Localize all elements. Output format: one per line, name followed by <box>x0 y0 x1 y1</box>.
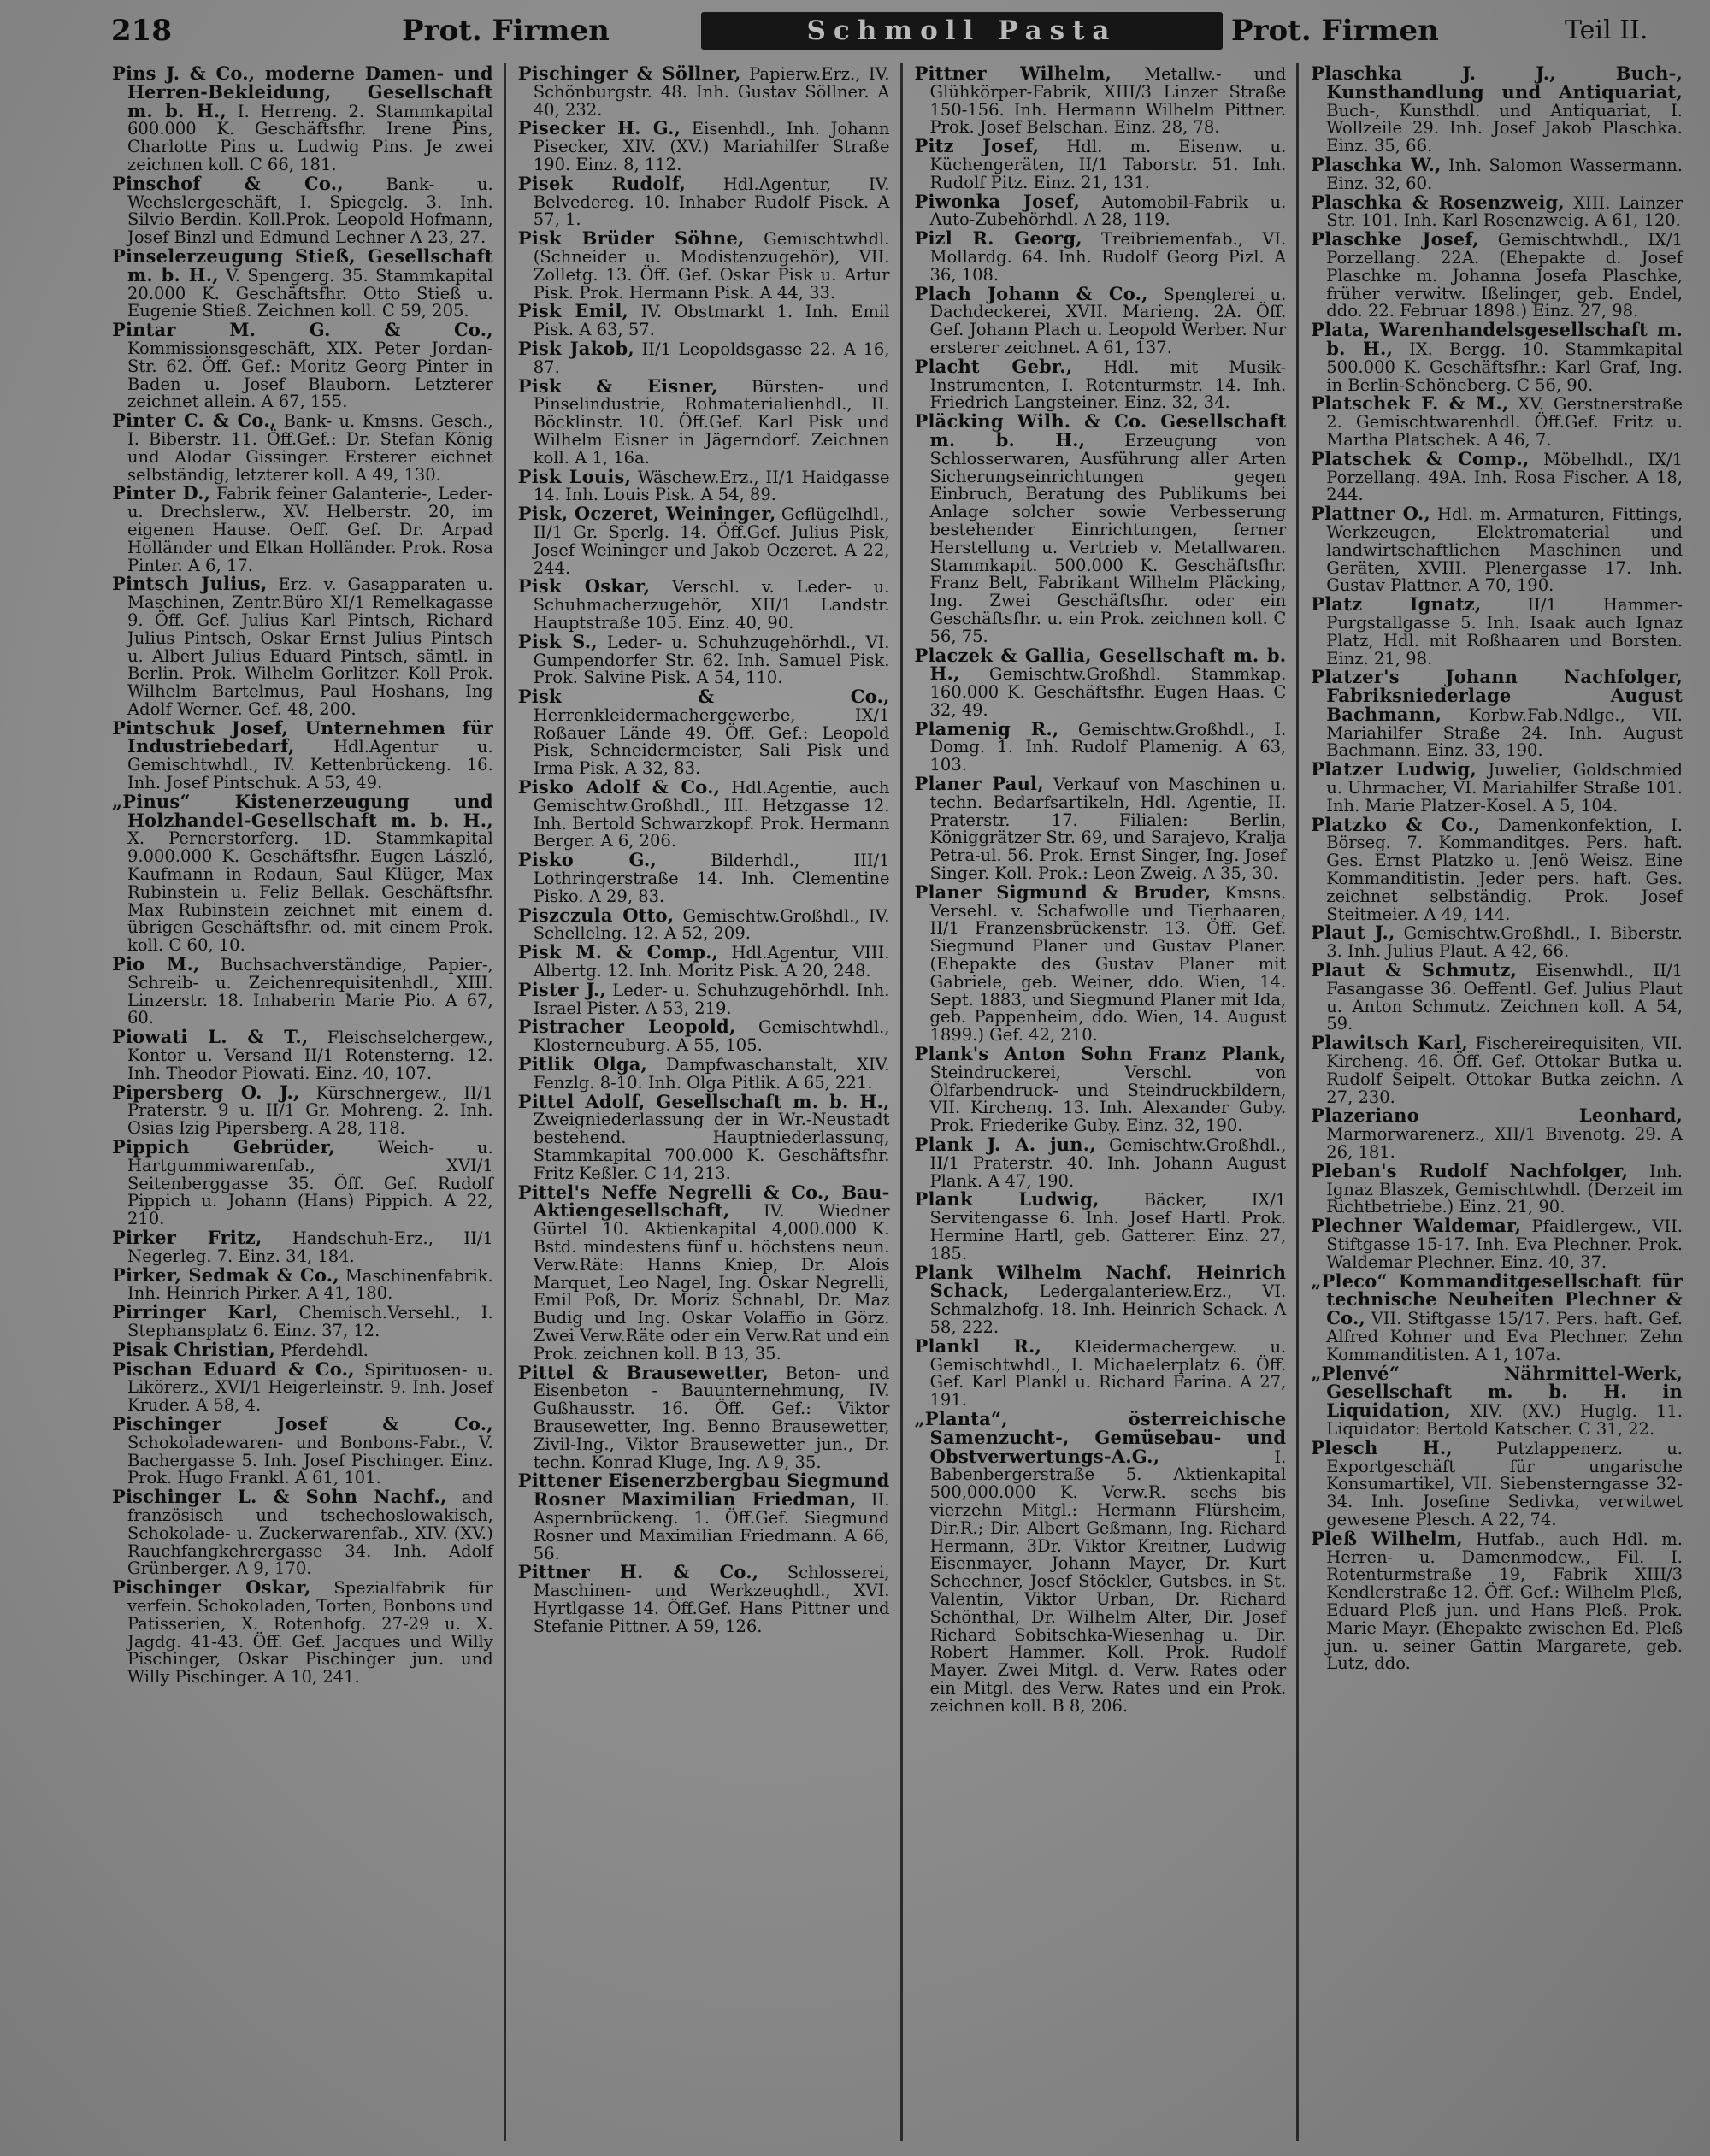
entry-firm-name: Plaschka W., <box>1311 153 1442 175</box>
part-label: Teil II. <box>1565 15 1648 45</box>
entry-details: Hdl. m. Armaturen, Fittings, Werkzeugen, Elektromaterial und landwirtschaftlichen Maschinen und Geräten, XVIII. Plenergasse 17. Inh. Gustav Plattner. A 70, 190. <box>1326 504 1683 596</box>
entry-details: Leder- u. Schuhzugehörhdl., VI. Gumpendorfer Str. 62. Inh. Samuel Pisk. Prok. Salvine Pisk. A 54, 110. <box>533 632 890 688</box>
directory-entry <box>1311 191 1683 231</box>
entry-firm-name: Platschek & Comp., <box>1311 447 1530 469</box>
entry-firm-name: Pleban's Rudolf Nachfolger, <box>1311 1159 1629 1181</box>
directory-entry <box>112 1136 493 1229</box>
entry-firm-name: Plazeriano Leonhard, <box>1311 1105 1683 1127</box>
directory-entry <box>1311 1159 1683 1217</box>
entry-firm-name: Planer Sigmund & Bruder, <box>914 881 1212 903</box>
entry-firm-name: Platz Ignatz, <box>1311 593 1482 616</box>
page-header <box>111 7 1684 55</box>
directory-entry <box>517 1053 890 1093</box>
directory-entry <box>112 790 493 956</box>
entry-details: IV. Wiedner Gürtel 10. Aktienkapital 4,000.000 K. Bstd. mindestens fünf u. höchstens neun. Verw.Räte: Hanns Kniep, Dr. Alois Marquet, Leo Nagel, Ing. Oskar Negrelli, Emil Poß, Dr. Moriz Schnabl, Dr. Maz Budig und Ing. Oskar Volaffio in Görz. Zwei Verw.Räte oder ein Verw.Rat und ein Prok. zeichnen koll. B 13, 35. <box>533 1201 890 1364</box>
directory-entry <box>1311 959 1683 1034</box>
entry-details: Fischereirequisiten, VII. Kircheng. 46. Öff. Gef. Ottokar Butka u. Rudolf Seipelt. Ottokar Butka zeichn. A 27, 230. <box>1326 1034 1683 1107</box>
entry-details: Spezialfabrik für verfein. Schokoladen, Torten, Bonbons und Patisserien, X. Rotenhofg. 27-29 u. X. Jagdg. 41-43. Öff. Gef. Jacques und Willy Pischinger, Oskar Pischinger jun. und Willy Pischinger. A 10, 241. <box>127 1578 493 1688</box>
directory-entry <box>517 1361 890 1472</box>
entry-details: XIV. (XV.) Huglg. 11. Liquidator: Bertold Katscher. C 31, 22. <box>1326 1401 1683 1439</box>
entry-details: Möbelhdl., IX/1 Porzellang. 49A. Inh. Rosa Fischer. A 18, 244. <box>1326 449 1683 505</box>
directory-entry <box>517 337 890 377</box>
entry-firm-name: Piwonka Josef, <box>914 190 1081 212</box>
directory-entry <box>1311 758 1683 816</box>
entry-details: Hdl.Agentur, VIII. Albertg. 12. Inh. Moritz Pisk. A 20, 248. <box>533 943 890 981</box>
column-2 <box>504 63 900 2141</box>
directory-entry <box>914 135 1287 192</box>
directory-entry <box>517 1090 890 1183</box>
entry-firm-name: Plesch H., <box>1311 1436 1453 1458</box>
directory-entry <box>1311 228 1683 321</box>
entry-firm-name: Pirker Fritz, <box>112 1227 262 1248</box>
entry-details: Bank- u. Wechslergeschäft, I. Spiegelg. 3. Inh. Silvio Berdin. Koll.Prok. Leopold Hofmann, Josef Binzl und Edmund Lechner A 23, 27. <box>127 174 493 248</box>
entry-firm-name: Pins J. & Co., moderne Damen- und Herren-Bekleidung, Gesellschaft m. b. H., <box>112 63 493 121</box>
directory-entry <box>517 630 890 688</box>
directory-entry <box>1311 1269 1683 1364</box>
column-4 <box>1296 63 1693 2141</box>
directory-entry <box>112 1028 493 1082</box>
directory-entry <box>1311 153 1683 193</box>
directory-entry <box>517 374 890 468</box>
entry-details: VII. Stiftgasse 15/17. Pers. haft. Gef. Alfred Kohner und Eva Plechner. Zehn Kommanditisten. A 1, 107a. <box>1326 1309 1683 1364</box>
entry-details: I. Babenbergerstraße 5. Aktienkapital 500,000.000 K. Verw.R. sechs bis vierzehn Mitgl.: Hermann Flürsheim, Dir.R.; Dir. Albert Geßmann, Ing. Richard Hermann, 3Dr. Viktor Kreitner, Ludwig Eisenmayer, Johann Mayer, Dr. Kurt Schechner, Josef Stöckler, Gutsbes. in St. Valentin, Viktor Urban, Dr. Richard Schönthal, Dr. Wilhelm Alter, Dir. Josef Richard Sobitschka-Wiesenhag u. Dir. Robert Hammer. Koll. Prok. Rudolf Mayer. Zwei Mitgl. d. Verw. Rates oder ein Mitgl. des Verw. Rates und ein Prok. zeichnen koll. B 8, 206. <box>929 1446 1287 1716</box>
entry-details: Schokoladewaren- und Bonbons-Fabr., V. Bachergasse 5. Inh. Josef Pischinger. Einz. Prok. Hugo Frankl. A 61, 101. <box>127 1432 493 1488</box>
entry-details: Metallw.- und Glühkörper-Fabrik, XIII/3 Linzer Straße 150-156. Inh. Hermann Wilhelm Pittner. Prok. Josef Belschan. Einz. 28, 78. <box>929 64 1287 138</box>
entry-firm-name: Pisk Oskar, <box>517 575 651 598</box>
entry-details: Bäcker, IX/1 Servitengasse 6. Inh. Josef Hartl. Prok. Hermine Hartl, geb. Gatterer. Einz. 27, 185. <box>929 1190 1287 1264</box>
entry-details: X. Pernerstorferg. 1D. Stammkapital 9.000.000 K. Geschäftsfhr. Eugen László, Kaufmann in Rodaun, Saul Klüger, Max Rubinstein u. Feliz Bellak. Geschäftsfhr. Max Rubinstein zeichnet mit einem d. übrigen Geschäftsfhr. od. mit einem Prok. koll. C 60, 10. <box>127 828 493 956</box>
entry-details: IV. Obstmarkt 1. Inh. Emil Pisk. A 63, 57. <box>533 302 890 340</box>
entry-details: Kmsns. Versehl. v. Schafwolle und Tierhaaren, II/1 Franzensbrückenstr. 13. Öff. Gef. Siegmund Planer und Gustav Planer. (Ehepakte des Gustav Planer mit Gabriele, geb. Weiner, ddo. Wien, 14. Sept. 1883, und Siegmund Planer mit Ida, geb. Pappenheim, ddo. Wien, 14. August 1899.) Gef. 42, 210. <box>929 882 1287 1046</box>
entry-firm-name: Pizl R. Georg, <box>914 227 1082 250</box>
directory-entry <box>1311 447 1683 505</box>
directory-entry <box>914 190 1287 230</box>
entry-firm-name: Plank Wilhelm Nachf. Heinrich Schack, <box>914 1261 1287 1302</box>
directory-entry <box>1311 593 1683 669</box>
directory-entry <box>915 1136 1287 1190</box>
directory-entry <box>518 688 890 778</box>
entry-firm-name: Platschek F. & M., <box>1311 392 1509 415</box>
directory-entry <box>517 776 890 851</box>
entry-details: Eisenhdl., Inh. Johann Pisecker, XIV. (XV.) Mariahilfer Straße 190. Einz. 8, 112. <box>533 119 890 174</box>
entry-details: Pfaidlergew., VII. Stiftgasse 15-17. Inh. Eva Plechner. Prok. Waldemar Plechner. Einz. 40, 37. <box>1326 1216 1683 1272</box>
entry-firm-name: Piowati L. & T., <box>112 1026 309 1048</box>
column-3 <box>900 63 1297 2141</box>
directory-entry <box>112 321 493 411</box>
directory-entry <box>112 244 493 321</box>
entry-details: Hdl.Agentie, auch Gemischtw.Großhdl., III. Hetzgasse 12. Inh. Bertold Schwarzkopf. Prok. Hermann Berger. A 6, 206. <box>533 778 890 851</box>
entry-details: II. Aspernbrückeng. 1. Öff.Gef. Siegmund Rosner und Maximilian Friedmann. A 66, 56. <box>533 1490 890 1564</box>
directory-entry <box>1311 1436 1683 1529</box>
entry-details: Chemisch.Versehl., I. Stephansplatz 6. Einz. 37, 12. <box>127 1303 493 1340</box>
entry-details: Wäschew.Erz., II/1 Haidgasse 14. Inh. Louis Pisk. A 54, 89. <box>533 467 890 505</box>
entry-details: Gemischtwhdl., IX/1 Porzellang. 22A. (Ehepakte d. Josef Plaschke m. Johanna Josefa Plaschke, früher verwitw. Ißelinger, geb. Endel, ddo. 22. Februar 1898.) Einz. 27, 98. <box>1326 230 1683 321</box>
entry-details: Gemischtw.Großhdl., I. Biberstr. 3. Inh. Julius Plaut. A 42, 66. <box>1326 923 1683 962</box>
entry-details: Hutfab., auch Hdl. m. Herren- u. Damenmodew., Fil. I. Rotenturmstraße 19, Fabrik XIII/3 Kendlerstraße 12. Öff. Gef.: Wilhelm Pleß, Eduard Pleß jun. und Hans Pleß. Prok. Marie Mayr. (Ehepakte zwischen Ed. Pleß jun. u. seiner Gattin Margarete, geb. Lutz, ddo. <box>1326 1529 1683 1674</box>
entry-details: Weich- u. Hartgummiwarenfab., XVI/1 Seitenberggasse 35. Öff. Gef. Rudolf Pippich u. Johann (Hans) Pippich. A 22, 210. <box>127 1138 493 1229</box>
directory-entry <box>517 575 890 633</box>
entry-details: Bank- u. Kmsns. Gesch., I. Biberstr. 11. Öff.Gef.: Dr. Stefan König und Alodar Gissinger. Ersterer eichnet selbständig, letzterer koll. A 49, 130. <box>127 411 493 485</box>
entry-firm-name: Pinschof & Co., <box>112 172 344 194</box>
directory-entry <box>112 716 493 793</box>
directory-entry <box>517 465 890 505</box>
entry-firm-name: Pisak Christian, <box>112 1338 275 1360</box>
directory-entry <box>517 227 890 303</box>
directory-entry <box>914 1261 1287 1337</box>
directory-entry <box>1311 392 1683 450</box>
entry-firm-name: Pischinger & Söllner, <box>517 63 741 84</box>
entry-details: IX. Bergg. 10. Stammkapital 500.000 K. Geschäftsfhr.: Karl Graf, Ing. in Berlin-Schöneberg. C 56, 90. <box>1326 339 1683 395</box>
directory-entry <box>112 1081 493 1139</box>
directory-entry <box>517 300 890 340</box>
entry-details: Pferdehdl. <box>274 1340 369 1360</box>
entry-details: Hdl.Agentur u. Gemischtwhdl., IV. Kettenbrückeng. 16. Inh. Josef Pintschuk. A 53, 49. <box>127 737 493 793</box>
directory-entry <box>517 1181 890 1364</box>
entry-firm-name: Plaut & Schmutz, <box>1311 959 1518 981</box>
entry-firm-name: Pitz Josef, <box>914 135 1040 157</box>
entry-firm-name: Pisk & Eisner, <box>517 374 718 397</box>
entry-details: II/1 Hammer-Purgstallgasse 5. Inh. Isaak auch Ignaz Platz, Hdl. mit Roßhaaren und Borsten. Einz. 21, 98. <box>1326 595 1683 669</box>
directory-entry <box>1311 321 1683 394</box>
entry-firm-name: Pisk & Co., <box>517 686 890 708</box>
entry-firm-name: Pisk Louis, <box>517 465 632 487</box>
entry-details: Verkauf von Maschinen u. techn. Bedarfsartikeln, Hdl. Agentie, II. Praterstr. 17. Filialen: Berlin, Königgrätzer Str. 69, und Sarajevo, Kralja Petra-ul. 56. Prok. Ernst Singer, Ing. Josef Singer. Koll. Prok.: Leon Zweig. A 35, 30. <box>929 775 1287 884</box>
entry-firm-name: Pisk Jakob, <box>517 337 634 359</box>
entry-details: Erz. v. Gasapparaten u. Maschinen, Zentr.Büro XI/1 Remelkagasse 9. Öff. Gef. Julius Karl Pintsch, Richard Julius Pintsch, Oskar Ernst Julius Pintsch u. Albert Julius Eduard Pintsch, sämtl. in Berlin. Prok. Wilhelm Gorlitzer. Koll Prok. Wilhelm Bartelmus, Paul Hoshans, Ing Adolf Werner. Gef. 48, 200. <box>127 574 493 719</box>
entry-details: XIII. Lainzer Str. 101. Inh. Karl Rosenzweig. A 61, 120. <box>1326 192 1683 231</box>
directory-entry <box>112 1412 493 1488</box>
entry-details: Spenglerei u. Dachdeckerei, XVII. Marieng. 2A. Öff. Gef. Johann Plach u. Leopold Werber. Nur ersterer zeichnet. A 61, 137. <box>929 284 1287 357</box>
entry-details: Herrenkleidermachergewerbe, IX/1 Roßauer Lände 49. Öff. Gef.: Leopold Pisk, Schneidermeister, Sali Pisk und Irma Pisk. A 32, 83. <box>533 704 890 779</box>
page-number: 218 <box>111 14 172 48</box>
entry-details: Fleischselchergew., Kontor u. Versand II/1 Rotensterng. 12. Inh. Theodor Piowati. Einz. 40, 107. <box>127 1028 493 1083</box>
entry-details: Erzeugung von Schlosserwaren, Ausführung aller Arten Sicherungseinrichtungen gegen Einbruch, Beratung des Publikums bei Anlage solcher sowie Verbesserung bestehender Einrichtungen, ferner Herstellung u. Vertrieb v. Metallwaren. Stammkapit. 500.000 K. Geschäftsfhr. Franz Belt, Fabrikant Wilhelm Pläcking, Ing. Zwei Geschäftsfhr. oder ein Geschäftsfhr. u. ein Prok. zeichnen koll. C 56, 75. <box>929 430 1287 646</box>
entry-firm-name: Platzer's Johann Nachfolger, Fabriksniederlage August Bachmann, <box>1311 666 1683 725</box>
entry-details: Eisenwhdl., II/1 Fasangasse 36. Oeffentl. Gef. Julius Plaut u. Anton Schmutz. Zeichnen koll. A 54, 59. <box>1326 961 1683 1034</box>
entry-details: Putzlappenerz. u. Exportgeschäft für ungarische Konsumartikel, VII. Siebensterngasse 32-34. Inh. Josefine Sedivka, verwitwet gewesene Plesch. A 22, 74. <box>1326 1438 1683 1529</box>
entry-firm-name: „Planta“, österreichische Samenzucht-, Gemüsebau- und Obstverwertungs-A.G., <box>914 1407 1287 1467</box>
entry-firm-name: Pinter D., <box>112 482 211 504</box>
directory-entry <box>1311 813 1683 924</box>
entry-firm-name: Pischinger Josef & Co., <box>112 1412 493 1434</box>
entry-firm-name: Pleß Wilhelm, <box>1311 1527 1463 1549</box>
directory-entry <box>112 953 493 1028</box>
entry-firm-name: Pitlik Olga, <box>517 1053 648 1075</box>
entry-firm-name: Plank Ludwig, <box>914 1188 1100 1211</box>
directory-entry <box>1311 924 1683 961</box>
running-title-right: Prot. Firmen <box>1231 14 1439 48</box>
entry-firm-name: Plattner O., <box>1311 503 1430 525</box>
directory-entry <box>1311 505 1683 595</box>
directory-entry <box>914 355 1287 413</box>
entry-firm-name: Pittener Eisenerzbergbau Siegmund Rosner Maximilian Friedman, <box>517 1470 890 1511</box>
entry-firm-name: Plata, Warenhandelsgesellschaft m. b. H., <box>1311 319 1683 359</box>
running-title-center-banner: Schmoll Pasta <box>701 12 1223 50</box>
directory-entry <box>112 1301 493 1340</box>
entry-details: Leder- u. Schuhzugehörhdl. Inh. Israel Pister. A 53, 219. <box>533 980 890 1018</box>
entry-details: Buch-, Kunsthdl. und Antiquariat, I. Wollzeile 29. Inh. Josef Jakob Plaschka. Einz. 35, 66. <box>1326 100 1683 156</box>
directory-entry <box>517 904 890 944</box>
running-title-left: Prot. Firmen <box>402 14 610 48</box>
entry-firm-name: Pippich Gebrüder, <box>112 1136 335 1158</box>
directory-entry <box>914 1188 1287 1264</box>
entry-firm-name: Pistracher Leopold, <box>517 1016 736 1038</box>
entry-firm-name: Pisk Brüder Söhne, <box>517 227 745 250</box>
entry-firm-name: Pirker, Sedmak & Co., <box>112 1264 339 1286</box>
entry-firm-name: Pittner Wilhelm, <box>914 63 1112 84</box>
directory-entry <box>112 1229 493 1266</box>
entry-firm-name: Pipersberg O. J., <box>112 1081 300 1103</box>
directory-entry <box>112 409 493 485</box>
entry-firm-name: Pischinger Oskar, <box>112 1576 311 1599</box>
directory-entry <box>914 282 1287 357</box>
entry-details: Gemischtw.Großhdl. Stammkap. 160.000 K. Geschäftsfhr. Eugen Haas. C 32, 49. <box>929 664 1287 720</box>
entry-details: Gemischtwhdl. (Schneider u. Modistenzugehör), VII. Zolletg. 13. Öff. Gef. Oskar Pisk u. Artur Pisk. Prok. Hermann Pisk. A 44, 33. <box>533 229 890 303</box>
entry-details: Fabrik feiner Galanterie-, Leder- u. Drechslerw., XV. Helberstr. 20, im eigenen Hause. Oeff. Gef. Dr. Arpad Holländer und Elkan Holländer. Prok. Rosa Pinter. A 6, 17. <box>127 484 493 575</box>
entry-details: Maschinenfabrik. Inh. Heinrich Pirker. A 41, 180. <box>127 1265 493 1304</box>
entry-details: Kleidermachergew. u. Gemischtwhdl., I. Michaelerplatz 6. Öff. Gef. Karl Plankl u. Richard Farina. A 27, 191. <box>929 1336 1287 1411</box>
entry-details: Automobil-Fabrik u. Auto-Zubehörhdl. A 28, 119. <box>929 191 1287 230</box>
entry-details: I. Herreng. 2. Stammkapital 600.000 K. Geschäftsfhr. Irene Pins, Charlotte Pins u. Ludwig Pins. Je zwei zeichnen koll. C 66, 181. <box>127 101 493 174</box>
entry-firm-name: Pinter C. & Co., <box>112 409 277 432</box>
entry-firm-name: Pinselerzeugung Stieß, Gesellschaft m. b. H., <box>112 244 493 286</box>
entry-details: Buchsachverständige, Papier-, Schreib- u. Zeichenrequisitenhdl., XIII. Linzerstr. 18. Inhaberin Marie Pio. A 67, 60. <box>127 955 493 1028</box>
entry-firm-name: Pittel & Brausewetter, <box>517 1361 770 1383</box>
entry-firm-name: Plaschke Josef, <box>1311 228 1479 250</box>
entry-details: Hdl.Agentur, IV. Belvedereg. 10. Inhaber Rudolf Pisek. A 57, 1. <box>533 174 890 230</box>
directory-entry <box>112 172 493 248</box>
entry-firm-name: Platzer Ludwig, <box>1311 758 1477 781</box>
directory-entry <box>914 1043 1287 1136</box>
entry-firm-name: Pläcking Wilh. & Co. Gesellschaft m. b. H., <box>914 410 1287 451</box>
directory-entry <box>518 1472 890 1563</box>
entry-details: Ledergalanteriew.Erz., VI. Schmalzhofg. 18. Inh. Heinrich Schack. A 58, 222. <box>929 1281 1287 1337</box>
entry-firm-name: „Pinus“ Kistenerzeugung und Holzhandel-Gesellschaft m. b. H., <box>112 790 493 831</box>
directory-entry <box>1311 1362 1683 1439</box>
directory-entry <box>1311 666 1683 761</box>
entry-details: Dampfwaschanstalt, XIV. Fenzlg. 8-10. Inh. Olga Pitlik. A 65, 221. <box>533 1055 890 1093</box>
entry-details: Steindruckerei, Verschl. von Ölfarbendruck- und Steindruckbildern, VII. Kircheng. 13. Inh. Alexander Guby. Prok. Friederike Guby. Einz. 32, 190. <box>929 1062 1287 1136</box>
entry-firm-name: Plank J. A. jun., <box>914 1134 1096 1156</box>
directory-entry <box>112 482 493 575</box>
entry-details: Zweigniederlassung der in Wr.-Neustadt bestehend. Hauptniederlassung, Stammkapital 700.000 K. Geschäftsfhr. Fritz Keßler. C 14, 213. <box>533 1110 890 1183</box>
entry-details: Hdl. mit Musik-Instrumenten, I. Rotenturmstr. 14. Inh. Friedrich Langsteiner. Einz. 32, 34. <box>929 356 1287 413</box>
entry-firm-name: Pischinger L. & Sohn Nachf., <box>112 1486 447 1508</box>
entry-firm-name: Plaschka J. J., Buch-, Kunsthandlung und Antiquariat, <box>1311 63 1683 103</box>
entry-details: and französisch und tschechoslowakisch, Schokolade- u. Zuckerwarenfab., XIV. (XV.) Rauchfangkehrergasse 34. Inh. Adolf Grünberger. A 9, 170. <box>127 1487 493 1579</box>
entry-details: Kürschnergew., II/1 Praterstr. 9 u. II/1 Gr. Mohreng. 2. Inh. Osias Izig Pipersberg. A 28, 118. <box>127 1082 493 1139</box>
entry-details: Beton- und Eisenbeton - Bauunternehmung, IV. Gußhausstr. 16. Öff. Gef.: Viktor Brausewetter, Ing. Benno Brausewetter, Zivil-Ing., Viktor Brausewetter jun., Dr. techn. Konrad Kluge, Ing. A 9, 35. <box>533 1363 890 1472</box>
directory-entry <box>914 644 1287 720</box>
entry-firm-name: Pisk Emil, <box>517 300 629 322</box>
entry-details: Kommissionsgeschäft, XIX. Peter Jordan-Str. 62. Öff. Gef.: Moritz Georg Pinter in Baden u. Josef Blauborn. Letzterer zeichnet allein. A 67, 155. <box>127 338 493 412</box>
entry-firm-name: Plank's Anton Sohn Franz Plank, <box>914 1043 1287 1065</box>
entry-details: Bürsten- und Pinselindustrie, Rohmaterialienhdl., II. Böcklinstr. 10. Öff.Gef. Karl Pisk und Wilhelm Eisner in Jägerndorf. Zeichnen koll. A 1, 16a. <box>533 376 890 468</box>
directory-entry <box>914 1407 1287 1716</box>
entry-firm-name: Plamenig R., <box>914 717 1059 739</box>
entry-firm-name: Plaschka & Rosenzweig, <box>1311 191 1565 213</box>
entry-details: II/1 Leopoldsgasse 22. A 16, 87. <box>533 339 890 377</box>
directory-entry <box>112 1264 493 1304</box>
entry-firm-name: Pisek Rudolf, <box>517 172 687 194</box>
entry-details: Gemischtw.Großhdl., IV. Schellelng. 12. A 52, 209. <box>533 905 890 944</box>
entry-firm-name: Pintsch Julius, <box>112 573 268 595</box>
entry-firm-name: Placzek & Gallia, Gesellschaft m. b. H., <box>914 644 1287 685</box>
entry-details: XV. Gerstnerstraße 2. Gemischtwarenhdl. Öff.Gef. Fritz u. Martha Platschek. A 46, 7. <box>1326 394 1683 450</box>
entry-firm-name: Plankl R., <box>914 1334 1042 1357</box>
entry-details: Korbw.Fab.Ndlge., VII. Mariahilfer Straße 24. Inh. August Bachmann. Einz. 33, 190. <box>1326 704 1683 761</box>
entry-details: Juwelier, Goldschmied u. Uhrmacher, VI. Mariahilfer Straße 101. Inh. Marie Platzer-Kosel. A 5, 104. <box>1326 760 1683 816</box>
directory-entry <box>517 117 890 174</box>
entry-firm-name: Pisecker H. G., <box>517 117 681 139</box>
entry-firm-name: Pischan Eduard & Co., <box>112 1358 355 1380</box>
directory-entry <box>517 172 890 230</box>
entry-details: Inh. Salomon Wassermann. Einz. 32, 60. <box>1326 155 1683 193</box>
entry-firm-name: Pintschuk Josef, Unternehmen für Industriebedarf, <box>112 716 493 757</box>
directory-entry <box>914 410 1287 646</box>
directory-entry <box>517 1561 890 1636</box>
entry-details: Damenkonfektion, I. Börseg. 7. Kommanditges. Pers. haft. Ges. Ernst Platzko u. Jenö Weisz. Eine Kommanditistin. Jeder pers. haft. Ges. zeichnet selbständig. Prok. Josef Steitmeier. A 49, 144. <box>1326 815 1683 924</box>
entry-firm-name: Pintar M. G. & Co., <box>112 319 493 341</box>
entry-firm-name: Plawitsch Karl, <box>1311 1032 1469 1054</box>
directory-entry <box>1311 1107 1683 1161</box>
column-1 <box>107 63 504 2141</box>
entry-firm-name: Pisko G., <box>517 849 657 871</box>
entry-firm-name: Platzko & Co., <box>1311 813 1481 835</box>
entry-firm-name: Plechner Waldemar, <box>1311 1215 1522 1237</box>
directory-entry <box>112 1576 493 1688</box>
directory-entry <box>112 1338 493 1360</box>
entry-details: Inh. Ignaz Blaszek, Gemischtwhdl. (Derzeit im Richtbetriebe.) Einz. 21, 90. <box>1326 1161 1683 1217</box>
directory-entry <box>112 65 493 174</box>
entry-details: Verschl. v. Leder- u. Schuhmacherzugehör, XII/1 Landstr. Hauptstraße 105. Einz. 40, 90. <box>533 577 890 633</box>
directory-entry <box>1311 65 1683 156</box>
entry-details: Papierw.Erz., IV. Schönburgstr. 48. Inh. Gustav Söllner. A 40, 232. <box>533 64 890 120</box>
directory-entry <box>518 505 890 577</box>
entry-details: Gemischtw.Großhdl., II/1 Praterstr. 40. Inh. Johann August Plank. A 47, 190. <box>929 1135 1287 1191</box>
directory-entry <box>112 575 493 718</box>
entry-firm-name: Pittel Adolf, Gesellschaft m. b. H., <box>517 1090 890 1112</box>
entry-details: Gemischtwhdl., Klosterneuburg. A 55, 105. <box>533 1017 890 1056</box>
entry-firm-name: Plach Johann & Co., <box>914 282 1148 304</box>
entry-details: Handschuh-Erz., II/1 Negerleg. 7. Einz. 34, 184. <box>127 1228 493 1266</box>
entry-firm-name: Plaut J., <box>1311 922 1395 944</box>
directory-entry <box>914 717 1287 775</box>
directory-entry <box>915 65 1287 137</box>
entry-firm-name: Pio M., <box>112 953 200 975</box>
directory-entry <box>518 851 890 905</box>
directory-columns <box>107 63 1693 2141</box>
entry-details: Schlosserei, Maschinen- und Werkzeughdl., XVI. Hyrtlgasse 14. Öff.Gef. Hans Pittner und Stefanie Pittner. A 59, 126. <box>533 1563 890 1636</box>
entry-details: V. Spengerg. 35. Stammkapital 20.000 K. Geschäftsfhr. Otto Stieß u. Eugenie Stieß. Zeichnen koll. C 59, 205. <box>127 265 493 321</box>
entry-details: Spirituosen- u. Likörerz., XVI/1 Heigerleinstr. 9. Inh. Josef Kruder. A 58, 4. <box>127 1359 493 1416</box>
directory-entry <box>1311 1034 1683 1106</box>
entry-firm-name: Pittner H. & Co., <box>517 1561 759 1583</box>
directory-entry <box>517 941 890 981</box>
entry-firm-name: Pisk S., <box>517 630 598 652</box>
directory-entry <box>1311 1217 1683 1271</box>
directory-entry <box>517 978 890 1018</box>
directory-entry <box>112 1358 493 1416</box>
entry-firm-name: Planer Paul, <box>914 773 1044 795</box>
directory-entry <box>1311 1527 1683 1674</box>
directory-entry <box>914 227 1287 285</box>
entry-details: Gemischtw.Großhdl., I. Domg. 1. Inh. Rudolf Plamenig. A 63, 103. <box>929 719 1287 775</box>
entry-firm-name: „Plenvé“ Nährmittel-Werk, Gesellschaft m. b. H. in Liquidation, <box>1311 1362 1683 1422</box>
entry-details: Geflügelhdl., II/1 Gr. Sperlg. 14. Öff.Gef. Julius Pisk, Josef Weininger und Jakob Oczeret. A 22, 244. <box>533 504 890 578</box>
entry-firm-name: Pisk, Oczeret, Weininger, <box>517 503 776 525</box>
directory-entry <box>518 1018 890 1055</box>
entry-firm-name: Pisk M. & Comp., <box>517 941 719 963</box>
entry-details: Hdl. m. Eisenw. u. Küchengeräten, II/1 Taborstr. 51. Inh. Rudolf Pitz. Einz. 21, 131. <box>929 137 1287 192</box>
entry-firm-name: Pittel's Neffe Negrelli & Co., Bau-Aktiengesellschaft, <box>517 1181 890 1222</box>
entry-firm-name: Pister J., <box>517 978 606 1000</box>
directory-entry <box>914 1334 1287 1411</box>
entry-firm-name: Pirringer Karl, <box>112 1301 279 1323</box>
directory-entry <box>915 775 1287 883</box>
entry-details: Marmorwarenerz., XII/1 Bivenotg. 29. A 26, 181. <box>1326 1124 1683 1163</box>
directory-entry <box>518 65 890 119</box>
entry-firm-name: Piszczula Otto, <box>517 904 675 926</box>
entry-details: Bilderhdl., III/1 Lothringerstraße 14. Inh. Clementine Pisko. A 29, 83. <box>533 851 890 906</box>
entry-firm-name: Pisko Adolf & Co., <box>517 776 721 798</box>
entry-details: Treibriemenfab., VI. Mollardg. 64. Inh. Rudolf Georg Pizl. A 36, 108. <box>929 229 1287 285</box>
entry-firm-name: „Pleco“ Kommanditgesellschaft für technische Neuheiten Plechner & Co., <box>1311 1269 1683 1329</box>
directory-entry <box>914 881 1287 1046</box>
entry-firm-name: Placht Gebr., <box>914 355 1073 377</box>
directory-entry <box>112 1488 493 1578</box>
